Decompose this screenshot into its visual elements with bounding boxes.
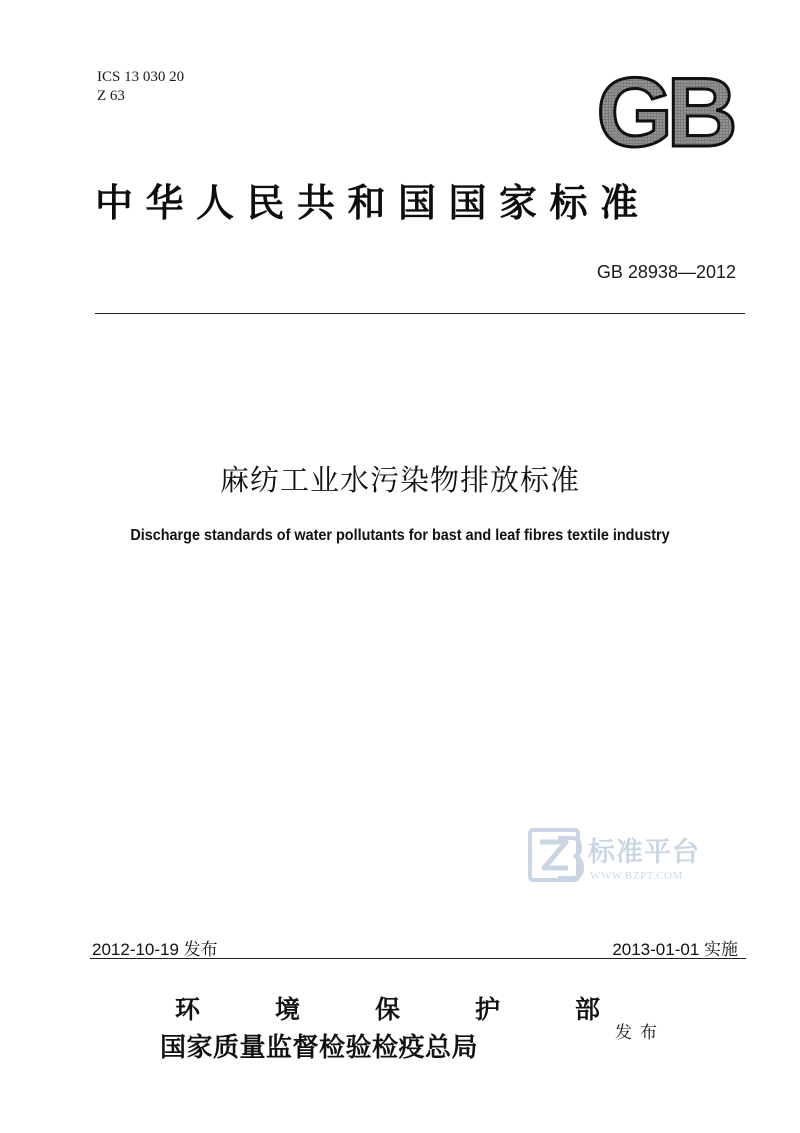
- issuer-ministry-char: 护: [474, 995, 500, 1024]
- watermark-logo-icon: [528, 828, 584, 884]
- gb-logo: [588, 66, 740, 154]
- document-title-chinese: 麻纺工业水污染物排放标准: [219, 463, 580, 497]
- footer-divider: [90, 958, 746, 959]
- standard-number: GB 28938—2012: [596, 262, 736, 282]
- issuer-ministry: [175, 990, 600, 1026]
- issue-label: 发布: [615, 1023, 665, 1043]
- watermark-text: 标准平台: [588, 837, 700, 868]
- watermark: [528, 828, 738, 892]
- ics-code: ICS 13 030 20: [97, 69, 185, 85]
- issuer-administration: 国家质量监督检验检疫总局: [160, 1033, 479, 1063]
- issuer-ministry-char: 保: [374, 995, 400, 1024]
- document-title-english: Discharge standards of water pollutants for bast and leaf fibres textile industry: [130, 527, 670, 544]
- issuer-ministry-char: 环: [175, 995, 201, 1024]
- national-standard-title: 中华人民共和国国家标准: [95, 180, 651, 225]
- implementation-date: 2013-01-01 实施: [612, 940, 738, 959]
- ics-classification: [97, 68, 184, 106]
- header-divider: [95, 313, 745, 314]
- ccs-code: Z 63: [97, 88, 125, 104]
- issuer-ministry-char: 部: [574, 995, 600, 1024]
- gb-logo-text: GB: [596, 66, 732, 154]
- issuer-ministry-char: 境: [274, 995, 300, 1024]
- watermark-url: WWW.BZPT.COM: [590, 870, 683, 882]
- publication-date: 2012-10-19 发布: [92, 940, 218, 959]
